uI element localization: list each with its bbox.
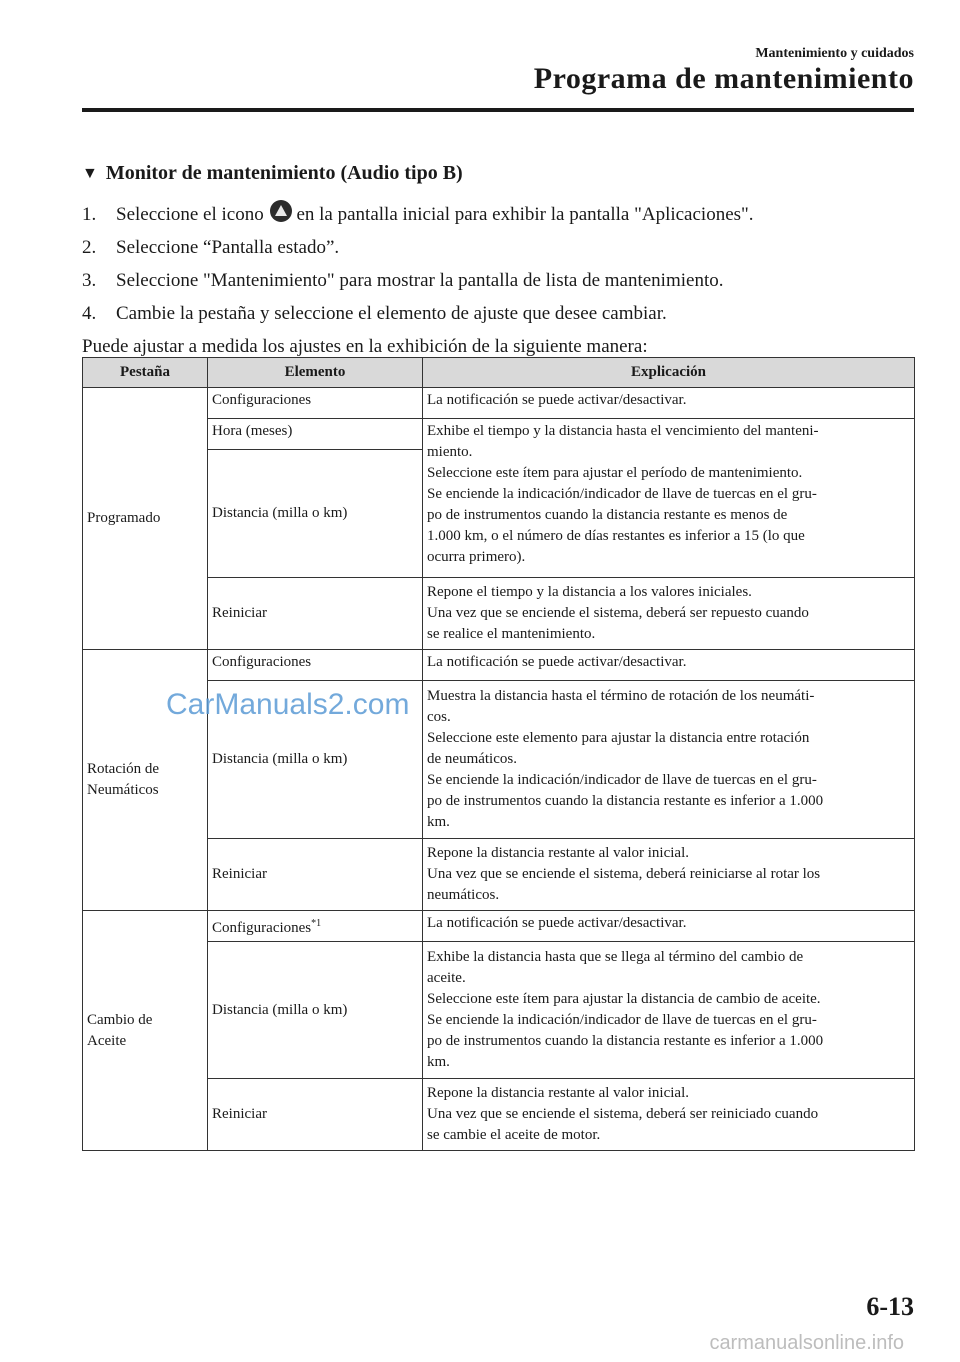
explanation-line: Exhibe el tiempo y la distancia hasta el vencimiento del manteni- bbox=[427, 423, 819, 439]
step-number: 4. bbox=[82, 303, 97, 324]
step-text: Seleccione “Pantalla estado”. bbox=[116, 237, 340, 258]
explanation-line: miento. bbox=[427, 444, 473, 460]
table-header-row bbox=[83, 358, 915, 388]
explanation-cell bbox=[423, 419, 915, 578]
explanation-line: se cambie el aceite de motor. bbox=[427, 1127, 601, 1143]
step-3 bbox=[82, 264, 922, 297]
column-header: Pestaña bbox=[83, 358, 208, 388]
chapter-title: Mantenimiento y cuidados bbox=[755, 46, 914, 61]
explanation-line: Se enciende la indicación/indicador de llave de tuercas en el gru- bbox=[427, 486, 817, 502]
subsection-heading-text: Monitor de mantenimiento (Audio tipo B) bbox=[105, 162, 463, 184]
explanation-line: Se enciende la indicación/indicador de llave de tuercas en el gru- bbox=[427, 772, 817, 788]
explanation-line: La notificación se puede activar/desactivar. bbox=[427, 915, 687, 931]
footer-watermark: carmanualsonline.info bbox=[709, 1332, 904, 1354]
explanation-line: Repone la distancia restante al valor inicial. bbox=[427, 1085, 689, 1101]
column-header: Explicación bbox=[423, 358, 915, 388]
explanation-line: neumáticos. bbox=[427, 887, 500, 903]
item-cell: Reiniciar bbox=[208, 1079, 423, 1151]
explanation-cell bbox=[423, 942, 915, 1079]
table-row bbox=[83, 578, 915, 650]
header-rule bbox=[82, 108, 914, 112]
explanation-line: Se enciende la indicación/indicador de llave de tuercas en el gru- bbox=[427, 1012, 817, 1028]
table-row bbox=[83, 911, 915, 942]
triangle-bullet-icon: ▼ bbox=[82, 165, 98, 182]
explanation-line: La notificación se puede activar/desactivar. bbox=[427, 392, 687, 408]
item-cell: Configuraciones bbox=[208, 650, 423, 681]
item-cell: Distancia (milla o km) bbox=[208, 942, 423, 1079]
explanation-line: 1.000 km, o el número de días restantes es inferior a 15 (lo que bbox=[427, 528, 805, 544]
table-row bbox=[83, 388, 915, 419]
explanation-line: po de instrumentos cuando la distancia restante es menos de bbox=[427, 507, 788, 523]
explanation-line: La notificación se puede activar/desactivar. bbox=[427, 654, 687, 670]
item-cell: Hora (meses) bbox=[208, 419, 423, 450]
explanation-line: Repone el tiempo y la distancia a los valores iniciales. bbox=[427, 584, 752, 600]
explanation-line: km. bbox=[427, 814, 450, 830]
explanation-line: Repone la distancia restante al valor inicial. bbox=[427, 845, 689, 861]
step-number: 2. bbox=[82, 237, 97, 258]
explanation-line: Seleccione este ítem para ajustar el período de mantenimiento. bbox=[427, 465, 803, 481]
step-1 bbox=[82, 198, 922, 231]
explanation-cell bbox=[423, 1079, 915, 1151]
subsection-heading bbox=[82, 162, 463, 185]
tab-line: Aceite bbox=[87, 1032, 127, 1049]
explanation-line: Seleccione este ítem para ajustar la distancia de cambio de aceite. bbox=[427, 991, 821, 1007]
explanation-cell bbox=[423, 839, 915, 911]
item-cell: Reiniciar bbox=[208, 839, 423, 911]
explanation-line: Una vez que se enciende el sistema, deberá ser repuesto cuando bbox=[427, 605, 809, 621]
table-row bbox=[83, 1079, 915, 1151]
footnote-marker: *1 bbox=[311, 918, 322, 929]
tab-line: Rotación de bbox=[87, 761, 160, 777]
tab-cell: Programado bbox=[83, 388, 208, 650]
explanation-line: po de instrumentos cuando la distancia restante es inferior a 1.000 bbox=[427, 1033, 824, 1049]
applications-icon bbox=[270, 200, 292, 222]
explanation-line: Una vez que se enciende el sistema, deberá ser reiniciado cuando bbox=[427, 1106, 819, 1122]
explanation-line: aceite. bbox=[427, 970, 466, 986]
table-row bbox=[83, 942, 915, 1079]
explanation-line: Exhibe la distancia hasta que se llega al término del cambio de bbox=[427, 949, 804, 965]
explanation-line: de neumáticos. bbox=[427, 751, 517, 767]
explanation-cell bbox=[423, 388, 915, 419]
item-cell bbox=[208, 911, 423, 942]
watermark: CarManuals2.com bbox=[166, 688, 410, 721]
explanation-cell bbox=[423, 578, 915, 650]
explanation-line: ocurra primero). bbox=[427, 549, 526, 565]
tab-line: Neumáticos bbox=[87, 782, 159, 798]
explanation-cell bbox=[423, 681, 915, 839]
step-number: 1. bbox=[82, 204, 97, 225]
step-text: Seleccione "Mantenimiento" para mostrar la pantalla de lista de mantenimiento. bbox=[116, 270, 724, 291]
section-title: Programa de mantenimiento bbox=[533, 62, 914, 95]
explanation-line: se realice el mantenimiento. bbox=[427, 626, 596, 642]
explanation-line: Una vez que se enciende el sistema, deberá reiniciarse al rotar los bbox=[427, 866, 821, 882]
explanation-line: po de instrumentos cuando la distancia restante es inferior a 1.000 bbox=[427, 793, 824, 809]
column-header: Elemento bbox=[208, 358, 423, 388]
table-row bbox=[83, 419, 915, 450]
tab-cell bbox=[83, 911, 208, 1151]
explanation-line: cos. bbox=[427, 709, 451, 725]
instruction-steps bbox=[82, 198, 922, 363]
step-number: 3. bbox=[82, 270, 97, 291]
intro-text: Puede ajustar a medida los ajustes en la exhibición de la siguiente manera: bbox=[82, 336, 648, 357]
step-2 bbox=[82, 231, 922, 264]
explanation-line: km. bbox=[427, 1054, 450, 1070]
table-row bbox=[83, 650, 915, 681]
tab-line: Cambio de bbox=[87, 1011, 153, 1028]
table-row bbox=[83, 839, 915, 911]
explanation-line: Seleccione este elemento para ajustar la distancia entre rotación bbox=[427, 730, 810, 746]
step-text: Seleccione el icono bbox=[116, 204, 264, 225]
item-label: Configuraciones bbox=[212, 920, 312, 936]
item-cell: Distancia (milla o km) bbox=[208, 450, 423, 578]
maintenance-settings-table bbox=[82, 357, 915, 1151]
page-number: 6-13 bbox=[866, 1292, 914, 1321]
step-text: Cambie la pestaña y seleccione el elemento de ajuste que desee cambiar. bbox=[116, 303, 667, 324]
explanation-line: Muestra la distancia hasta el término de rotación de los neumáti- bbox=[427, 688, 815, 704]
step-4 bbox=[82, 297, 922, 330]
step-text: en la pantalla inicial para exhibir la pantalla "Aplicaciones". bbox=[296, 204, 754, 225]
explanation-cell bbox=[423, 911, 915, 942]
explanation-cell bbox=[423, 650, 915, 681]
item-cell: Configuraciones bbox=[208, 388, 423, 419]
item-cell: Reiniciar bbox=[208, 578, 423, 650]
item-cell: Distancia (milla o km) bbox=[208, 681, 423, 839]
